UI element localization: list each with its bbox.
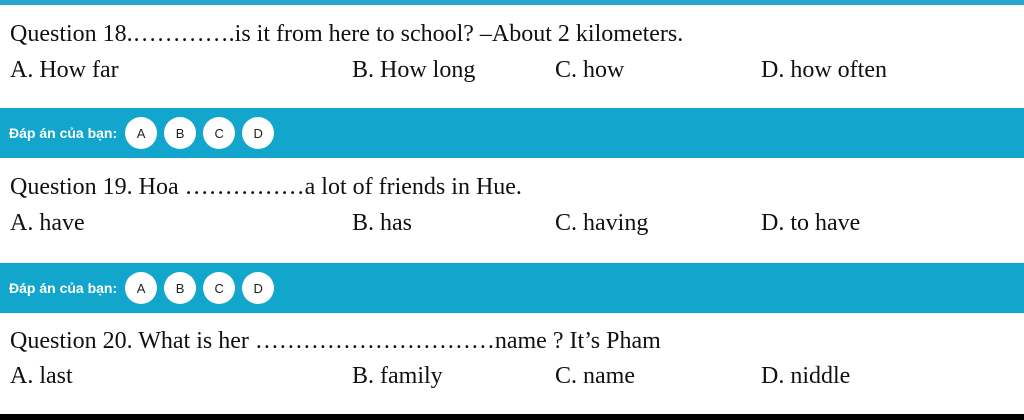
answer-bar-label: Đáp án của bạn: [9, 125, 118, 141]
q19-option-a: A. have [10, 210, 85, 236]
q20-option-c: C. name [555, 363, 635, 389]
top-accent-line [0, 0, 1024, 5]
q18-option-a: A. How far [10, 57, 119, 83]
q19-answer-d-button[interactable]: D [242, 272, 274, 304]
bottom-border [0, 414, 1024, 420]
answer-bar-q19 [0, 263, 1024, 313]
q19-option-b: B. has [352, 210, 412, 236]
q20-option-b: B. family [352, 363, 443, 389]
q20-option-d: D. niddle [761, 363, 851, 389]
q18-answer-a-button[interactable]: A [125, 117, 157, 149]
question-18-text: Question 18.………….is it from here to school? –About 2 kilometers. [10, 21, 684, 47]
q20-option-a: A. last [10, 363, 73, 389]
answer-bar-label: Đáp án của bạn: [9, 280, 118, 296]
q19-answer-b-button[interactable]: B [164, 272, 196, 304]
q18-answer-d-button[interactable]: D [242, 117, 274, 149]
q18-answer-b-button[interactable]: B [164, 117, 196, 149]
question-19-text: Question 19. Hoa ……………a lot of friends in Hue. [10, 174, 522, 200]
q19-option-c: C. having [555, 210, 649, 236]
answer-bar-q18 [0, 108, 1024, 158]
q18-option-d: D. how often [761, 57, 887, 83]
q19-option-d: D. to have [761, 210, 861, 236]
q18-option-c: C. how [555, 57, 625, 83]
q18-option-b: B. How long [352, 57, 476, 83]
q18-answer-c-button[interactable]: C [203, 117, 235, 149]
question-20-text: Question 20. What is her …………………………name ? It’s Pham [10, 328, 661, 354]
q19-answer-c-button[interactable]: C [203, 272, 235, 304]
q19-answer-a-button[interactable]: A [125, 272, 157, 304]
